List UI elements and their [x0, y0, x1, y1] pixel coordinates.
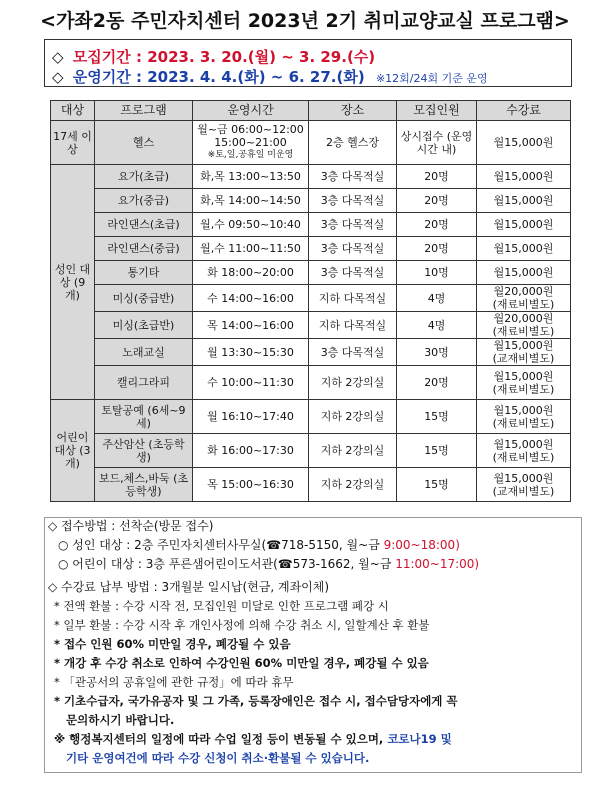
row-people: [397, 400, 477, 434]
row-fee-note: (재료비별도): [492, 382, 555, 396]
table-row: [51, 237, 571, 261]
row-fee-text: 월20,000원: [493, 285, 554, 298]
row-time: [193, 339, 309, 366]
operation-label: 운영기간 :: [72, 68, 142, 86]
row-fee-text: 월15,000원: [493, 471, 554, 485]
header-target: 대상: [51, 101, 95, 121]
row-program: [95, 434, 193, 468]
row-time: [193, 468, 309, 502]
row-fee: [477, 434, 571, 468]
note-welfare-cont: 문의하시기 바랍니다.: [66, 713, 175, 727]
table-row: [51, 468, 571, 502]
row-target: 성인 대상 (9개): [51, 165, 95, 400]
row-program-text: 캘리그라피: [116, 376, 171, 389]
row-fee-text: 월20,000원: [493, 312, 554, 325]
row-program-text: 보드,체스,바둑 (초등학생): [98, 471, 189, 498]
row-people: [397, 434, 477, 468]
child-contact-text: ○ 어린이 대상 : 3층 푸른샘어린이도서관(☎573-1662, 월~금: [58, 557, 396, 571]
note-schedule-cont: 기타 운영여건에 따라 수강 신청이 취소·환불될 수 있습니다.: [66, 751, 370, 765]
row-program: [95, 285, 193, 312]
row-program-text: 미싱(초급반): [112, 318, 175, 332]
row-place-text: 지하 2강의실: [320, 410, 385, 423]
row-fee: [477, 339, 571, 366]
row-place: [309, 189, 397, 213]
row-people-text: 20명: [424, 218, 449, 231]
note-schedule-text: ※ 행정복지센터의 일정에 따라 수업 일정 등이 변동될 수 있으며,: [54, 732, 388, 746]
row-program: [95, 366, 193, 400]
table-row: [51, 400, 571, 434]
row-time-text: 수 14:00~16:00: [207, 291, 294, 305]
row-time: [193, 213, 309, 237]
diamond-icon: ◇: [52, 68, 64, 86]
row-program-text: 라인댄스(초급): [107, 218, 180, 231]
row-time-text: 화 16:00~17:30: [207, 444, 294, 457]
note-cancel-60: * 접수 인원 60% 미만일 경우, 폐강될 수 있음: [54, 637, 291, 651]
row-place-text: 3층 다목적실: [320, 242, 385, 255]
header-program: 프로그램: [95, 101, 193, 121]
row-fee: [477, 189, 571, 213]
table-row: [51, 213, 571, 237]
row-people: [397, 312, 477, 339]
row-target: 17세 이상: [51, 121, 95, 165]
table-row: [51, 339, 571, 366]
header-fee: 수강료: [477, 101, 571, 121]
row-people-text: 15명: [424, 444, 449, 457]
row-program: [95, 237, 193, 261]
page-title: <가좌2동 주민자치센터 2023년 2기 취미교양교실 프로그램>: [40, 10, 570, 32]
row-fee: [477, 366, 571, 400]
row-place: [309, 468, 397, 502]
row-fee: [477, 213, 571, 237]
row-fee-text: 월15,000원: [493, 266, 554, 279]
row-program-text: 노래교실: [122, 345, 165, 359]
row-place: [309, 400, 397, 434]
row-time: [193, 400, 309, 434]
row-fee: [477, 121, 571, 165]
row-program-text: 미싱(중급반): [112, 291, 175, 305]
row-place: [309, 121, 397, 165]
row-time: [193, 285, 309, 312]
header-time: 운영시간: [193, 101, 309, 121]
row-time: [193, 165, 309, 189]
row-time-text: 화,목 13:00~13:50: [200, 170, 301, 183]
row-fee: [477, 237, 571, 261]
row-place: [309, 366, 397, 400]
row-place-text: 3층 다목적실: [320, 266, 385, 279]
adult-contact-text: ○ 성인 대상 : 2층 주민자치센터사무실(☎718-5150, 월~금: [58, 538, 384, 552]
row-time-text: 수 10:00~11:30: [207, 376, 294, 389]
table-row: [51, 312, 571, 339]
row-people-text: 20명: [424, 376, 449, 389]
row-time-text: 월,수 11:00~11:50: [200, 242, 301, 255]
row-people-text: 15명: [424, 478, 449, 491]
row-fee: [477, 312, 571, 339]
row-people-text: 20명: [424, 242, 449, 255]
table-row: [51, 434, 571, 468]
note-schedule-covid: 코로나19 및: [387, 732, 452, 746]
row-fee-text: 월15,000원: [493, 136, 554, 149]
row-program: [95, 165, 193, 189]
operation-period: [52, 66, 488, 87]
row-place: [309, 339, 397, 366]
operation-note: ※12회/24회 기준 운영: [375, 72, 488, 85]
row-program-text: 라인댄스(중급): [107, 242, 180, 255]
row-time-text: 목 14:00~16:00: [207, 318, 294, 332]
row-place-text: 지하 2강의실: [320, 376, 385, 389]
row-place: [309, 237, 397, 261]
recruit-value: 2023. 3. 20.(월) ~ 3. 29.(수): [147, 48, 376, 66]
row-place-text: 지하 다목적실: [318, 291, 387, 305]
apply-method: ◇ 접수방법 : 선착순(방문 접수): [48, 519, 214, 533]
row-program: [95, 261, 193, 285]
row-fee: [477, 400, 571, 434]
header-people: 모집인원: [397, 101, 477, 121]
row-fee-text: 월15,000원: [493, 170, 554, 183]
row-fee: [477, 285, 571, 312]
note-holiday: * 「관공서의 공휴일에 관한 규정」에 따라 휴무: [54, 675, 294, 689]
operation-value: 2023. 4. 4.(화) ~ 6. 27.(화): [147, 68, 365, 86]
row-people-text: 20명: [424, 194, 449, 207]
row-place: [309, 285, 397, 312]
row-place-text: 3층 다목적실: [320, 170, 385, 183]
row-people-text: 4명: [427, 291, 446, 305]
recruit-label: 모집기간 :: [72, 48, 142, 66]
row-people-text: 상시접수 (운영시간 내): [400, 129, 473, 156]
row-target: 어린이 대상 (3개): [51, 400, 95, 502]
row-time-text: 월~금 06:00~12:00 15:00~21:00: [197, 123, 304, 149]
row-program: [95, 400, 193, 434]
row-fee-text: 월15,000원: [493, 437, 554, 451]
row-fee: [477, 165, 571, 189]
row-time: [193, 366, 309, 400]
row-place: [309, 261, 397, 285]
row-fee-note: (교재비별도): [492, 484, 555, 498]
row-fee-text: 월15,000원: [493, 339, 554, 352]
row-time: [193, 312, 309, 339]
notes-section: [44, 517, 580, 768]
row-people: [397, 121, 477, 165]
row-time-text: 목 15:00~16:30: [207, 478, 294, 491]
row-fee-note: (재료비별도): [492, 450, 555, 464]
row-people: [397, 165, 477, 189]
diamond-icon: ◇: [52, 48, 64, 66]
table-row: [51, 366, 571, 400]
row-program-text: 요가(초급): [117, 170, 170, 183]
row-people: [397, 339, 477, 366]
row-time-text: 화 18:00~20:00: [207, 266, 294, 279]
adult-contact-time: 9:00~18:00): [383, 538, 460, 552]
table-row: [51, 165, 571, 189]
row-people: [397, 468, 477, 502]
row-time-text: 월 16:10~17:40: [207, 410, 294, 423]
row-program-text: 토탈공예 (6세~9세): [101, 403, 186, 430]
row-program-text: 주산암산 (초등학생): [102, 437, 185, 464]
row-place: [309, 434, 397, 468]
row-fee: [477, 468, 571, 502]
row-people-text: 4명: [427, 318, 446, 332]
row-place-text: 지하 다목적실: [318, 318, 387, 332]
note-cancel-after: * 개강 후 수강 취소로 인하여 수강인원 60% 미만일 경우, 폐강될 수 있음: [54, 656, 429, 670]
payment-method: ◇ 수강료 납부 방법 : 3개월분 일시납(현금, 계좌이체): [48, 580, 330, 594]
row-fee-note: (재료비별도): [492, 416, 555, 430]
row-fee-text: 월15,000원: [493, 218, 554, 231]
row-fee-note: (교재비별도): [492, 352, 555, 365]
row-people: [397, 189, 477, 213]
row-fee: [477, 261, 571, 285]
row-people: [397, 213, 477, 237]
row-fee-note: (재료비별도): [492, 325, 555, 338]
note-full-refund: * 전액 환불 : 수강 시작 전, 모집인원 미달로 인한 프로그램 폐강 시: [54, 599, 389, 613]
row-place-text: 지하 2강의실: [320, 478, 385, 491]
row-program: [95, 468, 193, 502]
row-people: [397, 366, 477, 400]
row-time: [193, 434, 309, 468]
row-time: [193, 121, 309, 165]
row-place-text: 3층 다목적실: [320, 345, 385, 359]
table-row: [51, 285, 571, 312]
recruit-period: [52, 46, 375, 67]
note-partial-refund: * 일부 환불 : 수강 시작 후 개인사정에 의해 수강 취소 시, 일할계산 후 환불: [54, 618, 430, 632]
child-contact-time: 11:00~17:00): [395, 557, 480, 571]
row-program: [95, 189, 193, 213]
row-program-text: 헬스: [132, 136, 155, 149]
row-place: [309, 312, 397, 339]
note-schedule: [54, 730, 580, 749]
row-time: [193, 189, 309, 213]
row-people-text: 15명: [424, 410, 449, 423]
row-time-text: 월,수 09:50~10:40: [200, 218, 301, 231]
row-place-text: 2층 헬스장: [326, 136, 379, 149]
row-people-text: 10명: [424, 266, 449, 279]
row-fee-text: 월15,000원: [493, 369, 554, 383]
row-time: [193, 261, 309, 285]
row-fee-note: (재료비별도): [492, 298, 555, 311]
note-welfare: * 기초수급자, 국가유공자 및 그 가족, 등록장애인은 접수 시, 접수담당자에게 꼭: [54, 694, 458, 708]
row-time-note: ※토,일,공휴일 미운영: [207, 150, 294, 160]
row-place-text: 3층 다목적실: [320, 218, 385, 231]
row-program: [95, 339, 193, 366]
table-header-row: [51, 101, 571, 121]
program-table: [50, 100, 571, 502]
row-time-text: 화,목 14:00~14:50: [200, 194, 301, 207]
row-people: [397, 237, 477, 261]
row-fee-text: 월15,000원: [493, 242, 554, 255]
table-row: [51, 261, 571, 285]
table-row: [51, 189, 571, 213]
adult-contact: [58, 536, 580, 555]
child-contact: [58, 555, 580, 574]
header-place: 장소: [309, 101, 397, 121]
row-program-text: 통기타: [127, 266, 160, 279]
row-people-text: 30명: [424, 345, 449, 359]
row-fee-text: 월15,000원: [493, 403, 554, 417]
row-program: [95, 312, 193, 339]
row-place: [309, 213, 397, 237]
row-people: [397, 261, 477, 285]
table-row: [51, 121, 571, 165]
row-fee-text: 월15,000원: [493, 194, 554, 207]
row-program-text: 요가(중급): [117, 194, 170, 207]
row-program: [95, 121, 193, 165]
row-place-text: 지하 2강의실: [320, 444, 385, 457]
row-people: [397, 285, 477, 312]
row-time-text: 월 13:30~15:30: [207, 345, 294, 359]
row-time: [193, 237, 309, 261]
row-program: [95, 213, 193, 237]
row-people-text: 20명: [424, 170, 449, 183]
row-place: [309, 165, 397, 189]
row-place-text: 3층 다목적실: [320, 194, 385, 207]
